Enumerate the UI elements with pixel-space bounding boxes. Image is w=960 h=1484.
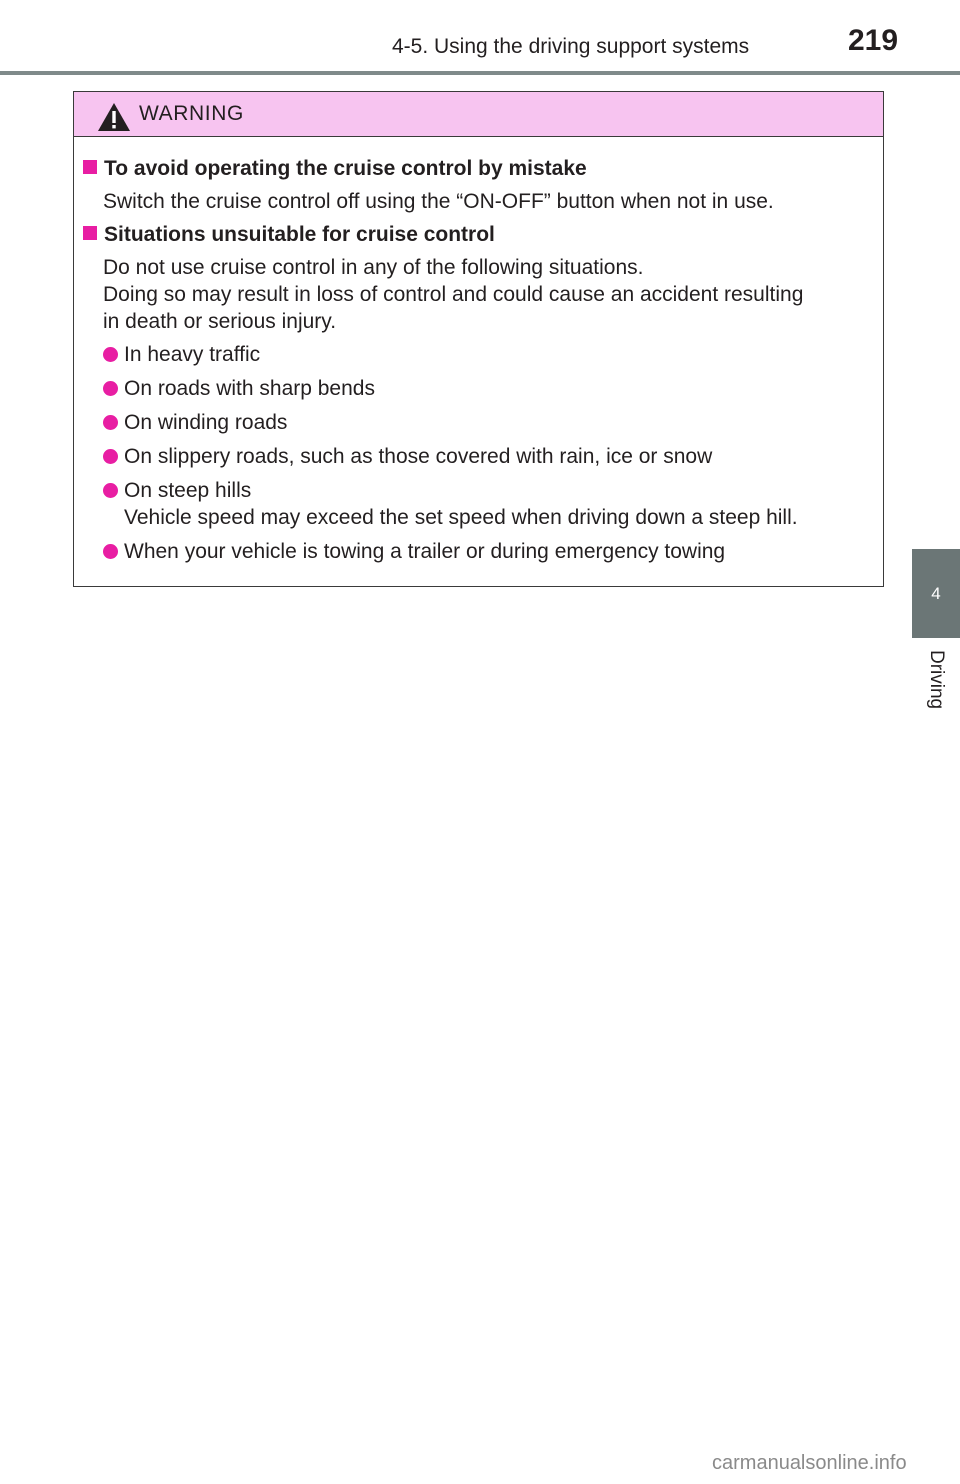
section-title: Situations unsuitable for cruise control (83, 223, 495, 247)
page-number: 219 (848, 24, 899, 57)
section-text: Doing so may result in loss of control and could cause an accident resulting (103, 283, 804, 306)
chapter-label: Driving (926, 650, 947, 710)
list-item: On winding roads (103, 409, 287, 436)
bullet-dot-icon (103, 544, 118, 559)
square-bullet-icon (83, 160, 97, 174)
list-item: On slippery roads, such as those covered with rain, ice or snow (103, 443, 712, 470)
list-item: When your vehicle is towing a trailer or during emergency towing (103, 538, 725, 565)
section-text: Switch the cruise control off using the “ON-OFF” button when not in use. (103, 190, 774, 213)
square-bullet-icon (83, 226, 97, 240)
section-text: Do not use cruise control in any of the following situations. (103, 256, 644, 279)
warning-box (73, 91, 884, 587)
bullet-dot-icon (103, 415, 118, 430)
list-item: On steep hills Vehicle speed may exceed the set speed when driving down a steep hill. (103, 477, 798, 531)
watermark: carmanualsonline.info (712, 1452, 907, 1474)
bullet-dot-icon (103, 483, 118, 498)
warning-header (74, 92, 883, 137)
section-title: To avoid operating the cruise control by mistake (83, 157, 587, 181)
list-item-detail: Vehicle speed may exceed the set speed when driving down a steep hill. (124, 506, 798, 529)
warning-triangle-icon (97, 102, 131, 132)
header-divider (0, 71, 960, 75)
chapter-number: 4 (931, 583, 941, 603)
bullet-dot-icon (103, 347, 118, 362)
bullet-dot-icon (103, 381, 118, 396)
section-text: in death or serious injury. (103, 310, 337, 333)
list-item: In heavy traffic (103, 341, 260, 368)
section-heading: 4-5. Using the driving support systems (392, 35, 750, 58)
bullet-dot-icon (103, 449, 118, 464)
chapter-tab (912, 549, 960, 638)
warning-title: WARNING (139, 102, 244, 125)
list-item: On roads with sharp bends (103, 375, 375, 402)
